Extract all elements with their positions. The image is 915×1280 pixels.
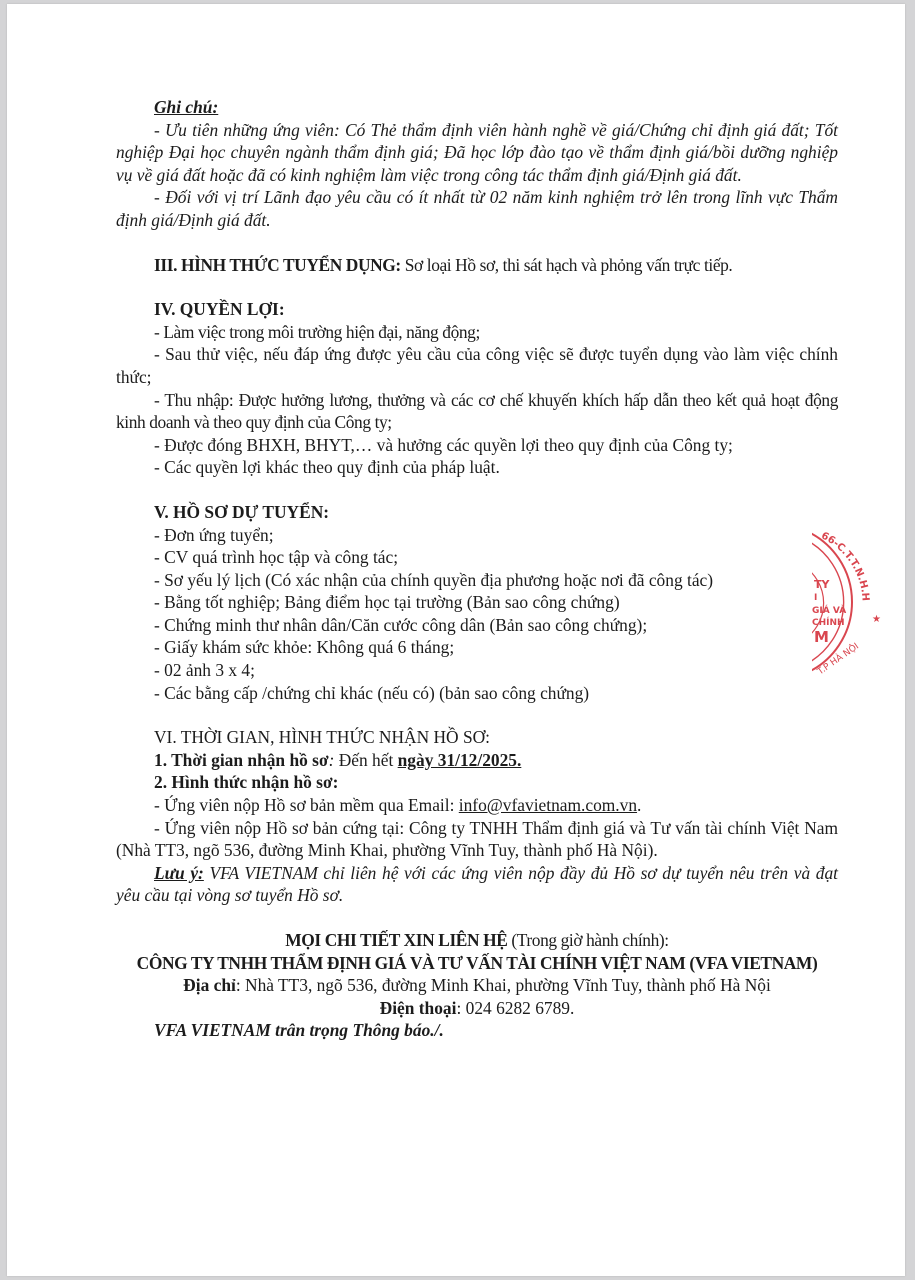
spacer bbox=[116, 232, 838, 254]
deadline-date: ngày 31/12/2025. bbox=[397, 749, 522, 770]
document-item: - CV quá trình học tập và công tác; bbox=[154, 547, 399, 568]
document-item: - 02 ảnh 3 x 4; bbox=[154, 660, 255, 681]
document-content bbox=[116, 96, 838, 1042]
note-line bbox=[116, 862, 838, 907]
spacer bbox=[116, 479, 838, 501]
notes-item: - Đối với vị trí Lãnh đạo yêu cầu có ít nhất từ 02 năm kinh nghiệm trở lên trong lĩnh vực Thẩm định giá/Định giá đất. bbox=[116, 187, 838, 230]
deadline-label: 1. Thời gian nhận hồ sơ bbox=[154, 749, 329, 770]
section5-heading: V. HỒ SƠ DỰ TUYỂN: bbox=[154, 501, 330, 522]
stamp-inner-line: CHÍNH bbox=[812, 618, 845, 628]
phone-text: : 024 6282 6789. bbox=[456, 997, 575, 1018]
company-name: CÔNG TY TNHH THẨM ĐỊNH GIÁ VÀ TƯ VẤN TÀI CHÍNH VIỆT NAM (VFA VIETNAM) bbox=[136, 952, 818, 973]
contact-heading-note: (Trong giờ hành chính): bbox=[507, 930, 669, 950]
benefit-item: - Được đóng BHXH, BHYT,… và hưởng các quyền lợi theo quy định của Công ty; bbox=[154, 434, 733, 455]
email-link[interactable]: info@vfavietnam.com.vn bbox=[458, 795, 638, 816]
company-phone bbox=[116, 997, 838, 1020]
spacer bbox=[116, 276, 838, 298]
company-seal-stamp bbox=[812, 524, 892, 679]
document-item: - Giấy khám sức khỏe: Không quá 6 tháng; bbox=[154, 637, 455, 658]
stamp-inner-line: GIÁ VÀ bbox=[812, 606, 847, 616]
hardcopy-submission: - Ứng viên nộp Hồ sơ bản cứng tại: Công ty TNHH Thẩm định giá và Tư vấn tài chính Việt Nam (Nhà TT3, ngõ 536, đường Minh Khai, phường Vĩnh Tuy, thành phố Hà Nội). bbox=[116, 817, 838, 861]
address-text: : Nhà TT3, ngõ 536, đường Minh Khai, phường Vĩnh Tuy, thành phố Hà Nội bbox=[235, 975, 771, 996]
benefit-item: - Các quyền lợi khác theo quy định của pháp luật. bbox=[154, 457, 500, 478]
document-item: - Chứng minh thư nhân dân/Căn cước công dân (Bản sao công chứng); bbox=[154, 614, 648, 635]
deadline-text: Đến hết bbox=[334, 749, 398, 770]
document-item: - Các bằng cấp /chứng chỉ khác (nếu có) (bản sao công chứng) bbox=[154, 682, 590, 703]
document-item: - Đơn ứng tuyển; bbox=[154, 524, 274, 545]
benefit-item: - Làm việc trong môi trường hiện đại, năng động; bbox=[154, 321, 480, 342]
deadline-colon: : bbox=[328, 749, 335, 770]
note-text: VFA VIETNAM chỉ liên hệ với các ứng viên nộp đầy đủ Hồ sơ dự tuyển nêu trên và đạt yêu cầu tại vòng sơ tuyển Hồ sơ. bbox=[116, 862, 838, 906]
benefit-item: - Thu nhập: Được hưởng lương, thưởng và các cơ chế khuyến khích hấp dẫn theo kết quả hoạt động kinh doanh và theo quy định của Công ty; bbox=[116, 389, 838, 433]
stamp-inner-line: I bbox=[814, 593, 818, 603]
stamp-inner-line: M bbox=[814, 628, 829, 646]
stamp-ring-text: 66-C.T.T.N.H.H bbox=[819, 530, 871, 602]
document-item: - Sơ yếu lý lịch (Có xác nhận của chính quyền địa phương hoặc nơi đã công tác) bbox=[154, 569, 714, 590]
section6-heading: VI. THỜI GIAN, HÌNH THỨC NHẬN HỒ SƠ: bbox=[154, 727, 491, 748]
email-suffix: . bbox=[637, 795, 642, 816]
stamp-star-icon: ★ bbox=[872, 614, 881, 625]
contact-heading: MỌI CHI TIẾT XIN LIÊN HỆ bbox=[285, 930, 508, 950]
document-item: - Bằng tốt nghiệp; Bảng điểm học tại trường (Bản sao công chứng) bbox=[154, 592, 620, 613]
phone-label: Điện thoại bbox=[379, 997, 457, 1018]
spacer bbox=[116, 704, 838, 726]
stamp-inner-line: TY bbox=[814, 578, 830, 591]
company-address bbox=[116, 974, 838, 997]
email-submission bbox=[116, 794, 838, 817]
address-label: Địa chỉ bbox=[183, 975, 236, 996]
document-page bbox=[7, 4, 905, 1276]
notes-title bbox=[116, 96, 838, 119]
section3-line bbox=[116, 254, 838, 277]
stamp-bottom-text: T.P HÀ NỘI bbox=[816, 641, 861, 678]
note-label: Lưu ý: bbox=[154, 862, 204, 883]
contact-heading-line bbox=[116, 929, 838, 952]
submission-deadline bbox=[116, 749, 838, 772]
notes-item: - Ưu tiên những ứng viên: Có Thẻ thẩm định viên hành nghề về giá/Chứng chỉ định giá đất; Tốt nghiệp Đại học chuyên ngành thẩm định giá; Đã học lớp đào tạo về thẩm định giá/bồi dưỡng nghiệp vụ về giá đất hoặc đã có kinh nghiệm làm việc trong công tác thẩm định giá/Định giá đất. bbox=[116, 119, 838, 185]
section3-heading: III. HÌNH THỨC TUYỂN DỤNG: bbox=[154, 254, 401, 275]
section3-text: Sơ loại Hồ sơ, thi sát hạch và phỏng vấn trực tiếp. bbox=[400, 254, 733, 275]
benefit-item: - Sau thử việc, nếu đáp ứng được yêu cầu của công việc sẽ được tuyển dụng vào làm việc chính thức; bbox=[116, 344, 838, 387]
email-prefix: - Ứng viên nộp Hồ sơ bản mềm qua Email: bbox=[154, 795, 459, 816]
notes-title-text: Ghi chú: bbox=[154, 97, 219, 117]
spacer bbox=[116, 907, 838, 929]
method-label: 2. Hình thức nhận hồ sơ: bbox=[154, 772, 339, 793]
section4-heading: IV. QUYỀN LỢI: bbox=[154, 299, 285, 320]
closing-line: VFA VIETNAM trân trọng Thông báo./. bbox=[154, 1020, 444, 1041]
